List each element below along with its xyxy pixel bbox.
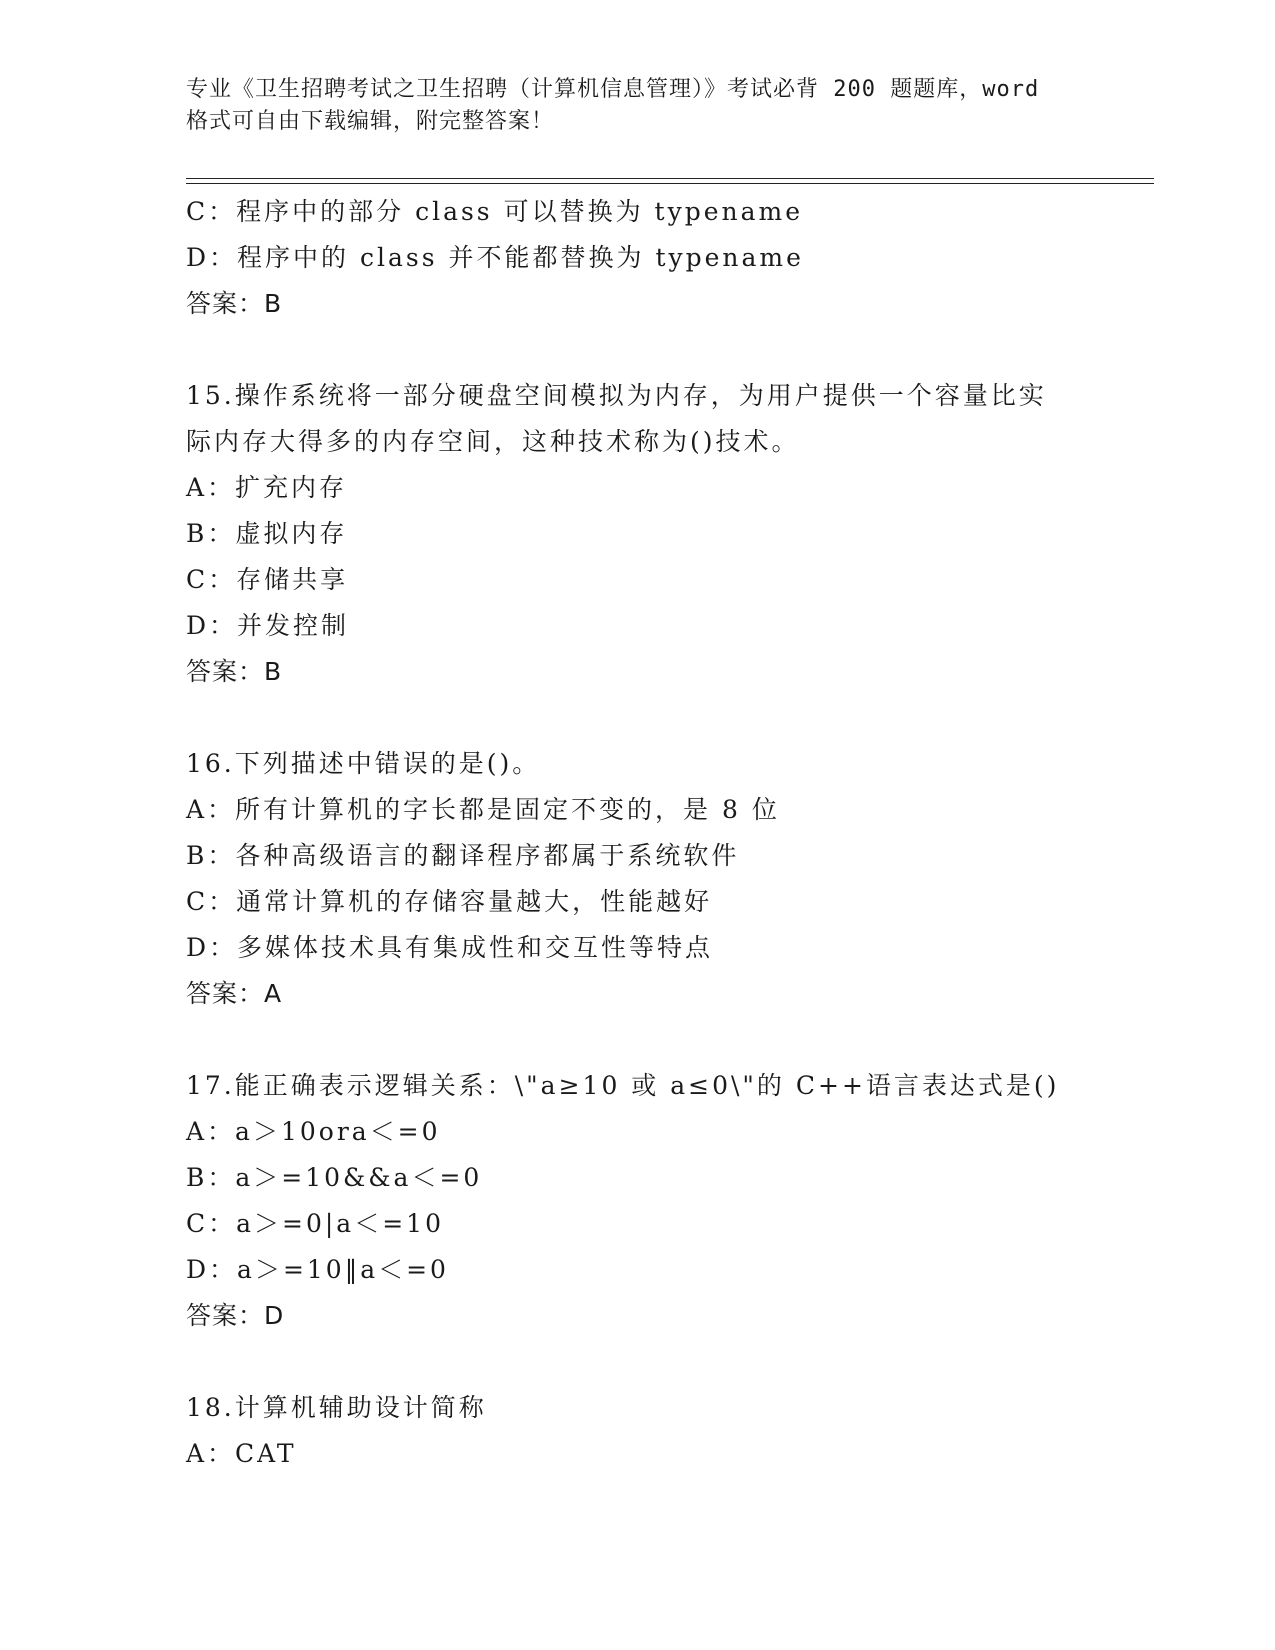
q17-option-b: B：a＞=10&&a＜=0 xyxy=(186,1163,483,1192)
header-line-1: 专业《卫生招聘考试之卫生招聘（计算机信息管理）》考试必背 200 题题库，word xyxy=(186,77,1040,102)
q16-stem: 16.下列描述中错误的是()。 xyxy=(186,749,541,778)
q15-option-c: C：存储共享 xyxy=(186,565,349,594)
q18-option-a: A：CAT xyxy=(186,1439,297,1468)
q15-option-b: B：虚拟内存 xyxy=(186,519,348,548)
document-header xyxy=(186,74,1086,138)
q16-answer: 答案：A xyxy=(186,979,283,1008)
q17-stem: 17.能正确表示逻辑关系：\"a≥10 或 a≤0\"的 C++语言表达式是() xyxy=(186,1071,1060,1100)
q16-option-d: D：多媒体技术具有集成性和交互性等特点 xyxy=(186,933,714,962)
q18-stem: 18.计算机辅助设计简称 xyxy=(186,1393,487,1422)
question-content xyxy=(186,189,1146,1477)
q17-option-a: A：a＞10ora＜=0 xyxy=(186,1117,441,1146)
q16-option-a: A：所有计算机的字长都是固定不变的，是 8 位 xyxy=(186,795,780,824)
q15-stem-line-2: 际内存大得多的内存空间，这种技术称为()技术。 xyxy=(186,427,800,456)
q15-option-d: D：并发控制 xyxy=(186,611,350,640)
q17-option-c: C：a＞=0|a＜=10 xyxy=(186,1209,444,1238)
q17-answer: 答案：D xyxy=(186,1301,285,1330)
prev-option-c: C：程序中的部分 class 可以替换为 typename xyxy=(186,197,804,226)
header-rule-bottom xyxy=(186,183,1154,184)
q15-stem-line-1: 15.操作系统将一部分硬盘空间模拟为内存，为用户提供一个容量比实 xyxy=(186,381,1047,410)
q15-answer: 答案：B xyxy=(186,657,283,686)
q17-option-d: D：a＞=10‖a＜=0 xyxy=(186,1255,449,1284)
prev-option-d: D：程序中的 class 并不能都替换为 typename xyxy=(186,243,804,272)
header-rule-top xyxy=(186,178,1154,179)
header-line-2: 格式可自由下载编辑，附完整答案！ xyxy=(186,109,555,134)
q16-option-b: B：各种高级语言的翻译程序都属于系统软件 xyxy=(186,841,740,870)
q16-option-c: C：通常计算机的存储容量越大，性能越好 xyxy=(186,887,713,916)
q15-option-a: A：扩充内存 xyxy=(186,473,348,502)
prev-answer: 答案：B xyxy=(186,289,283,318)
